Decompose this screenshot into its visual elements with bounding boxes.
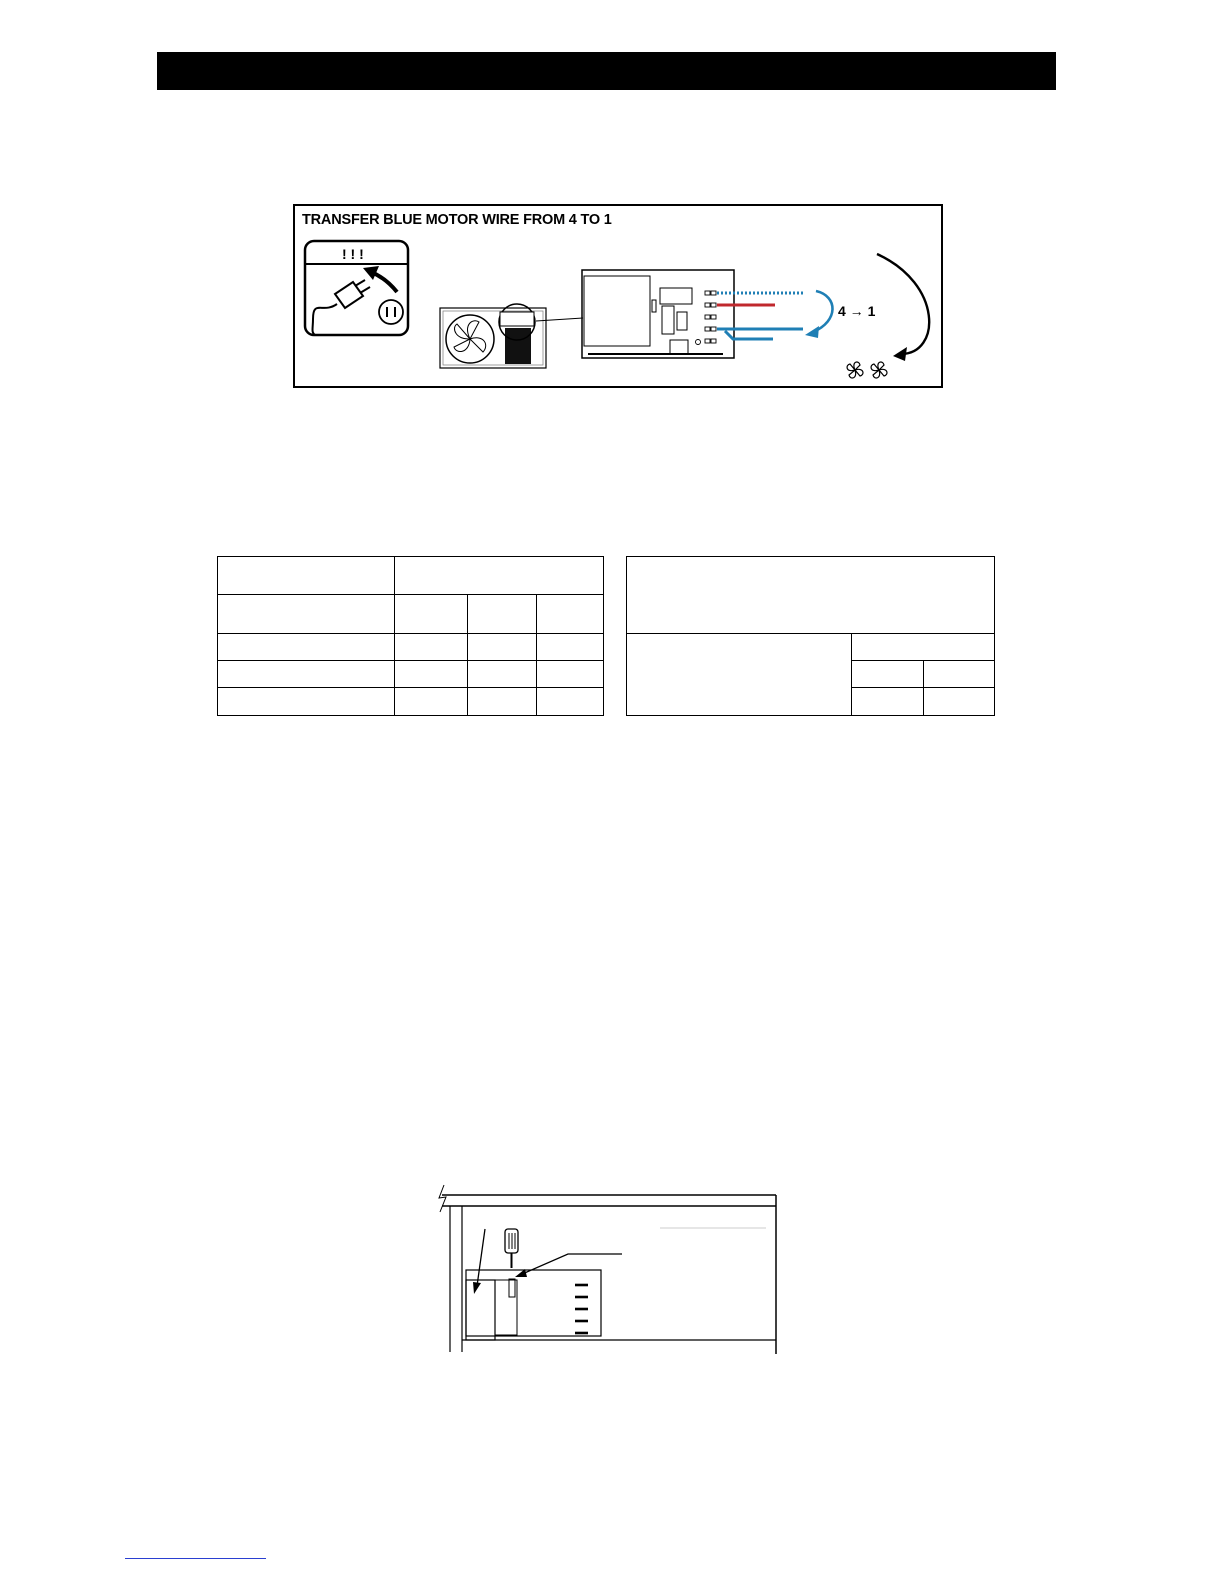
left-table — [217, 556, 604, 716]
screwdriver-icon — [505, 1229, 518, 1268]
table-cell — [627, 634, 852, 716]
board-access-figure — [432, 1182, 782, 1357]
right-table — [626, 556, 995, 716]
warning-text: ! ! ! — [342, 246, 364, 262]
footer-link-underline[interactable] — [125, 1558, 266, 1559]
transfer-label: 4 → 1 — [838, 303, 876, 319]
table-cell — [395, 595, 468, 634]
table-cell — [852, 634, 995, 661]
outdoor-unit-icon — [440, 304, 583, 368]
diagram-title: TRANSFER BLUE MOTOR WIRE FROM 4 TO 1 — [302, 212, 612, 228]
table-cell — [627, 557, 995, 634]
table-cell — [218, 595, 395, 634]
table-cell — [537, 595, 604, 634]
unplug-icon — [305, 241, 408, 335]
table-row — [218, 634, 604, 661]
control-board-icon — [582, 270, 833, 358]
table-row — [218, 688, 604, 716]
table-cell — [395, 557, 604, 595]
fan-icon — [847, 362, 887, 378]
table-cell — [218, 557, 395, 595]
table-row — [218, 661, 604, 688]
header-bar — [157, 52, 1056, 90]
table-cell — [468, 595, 537, 634]
wiring-diagram — [293, 204, 943, 388]
